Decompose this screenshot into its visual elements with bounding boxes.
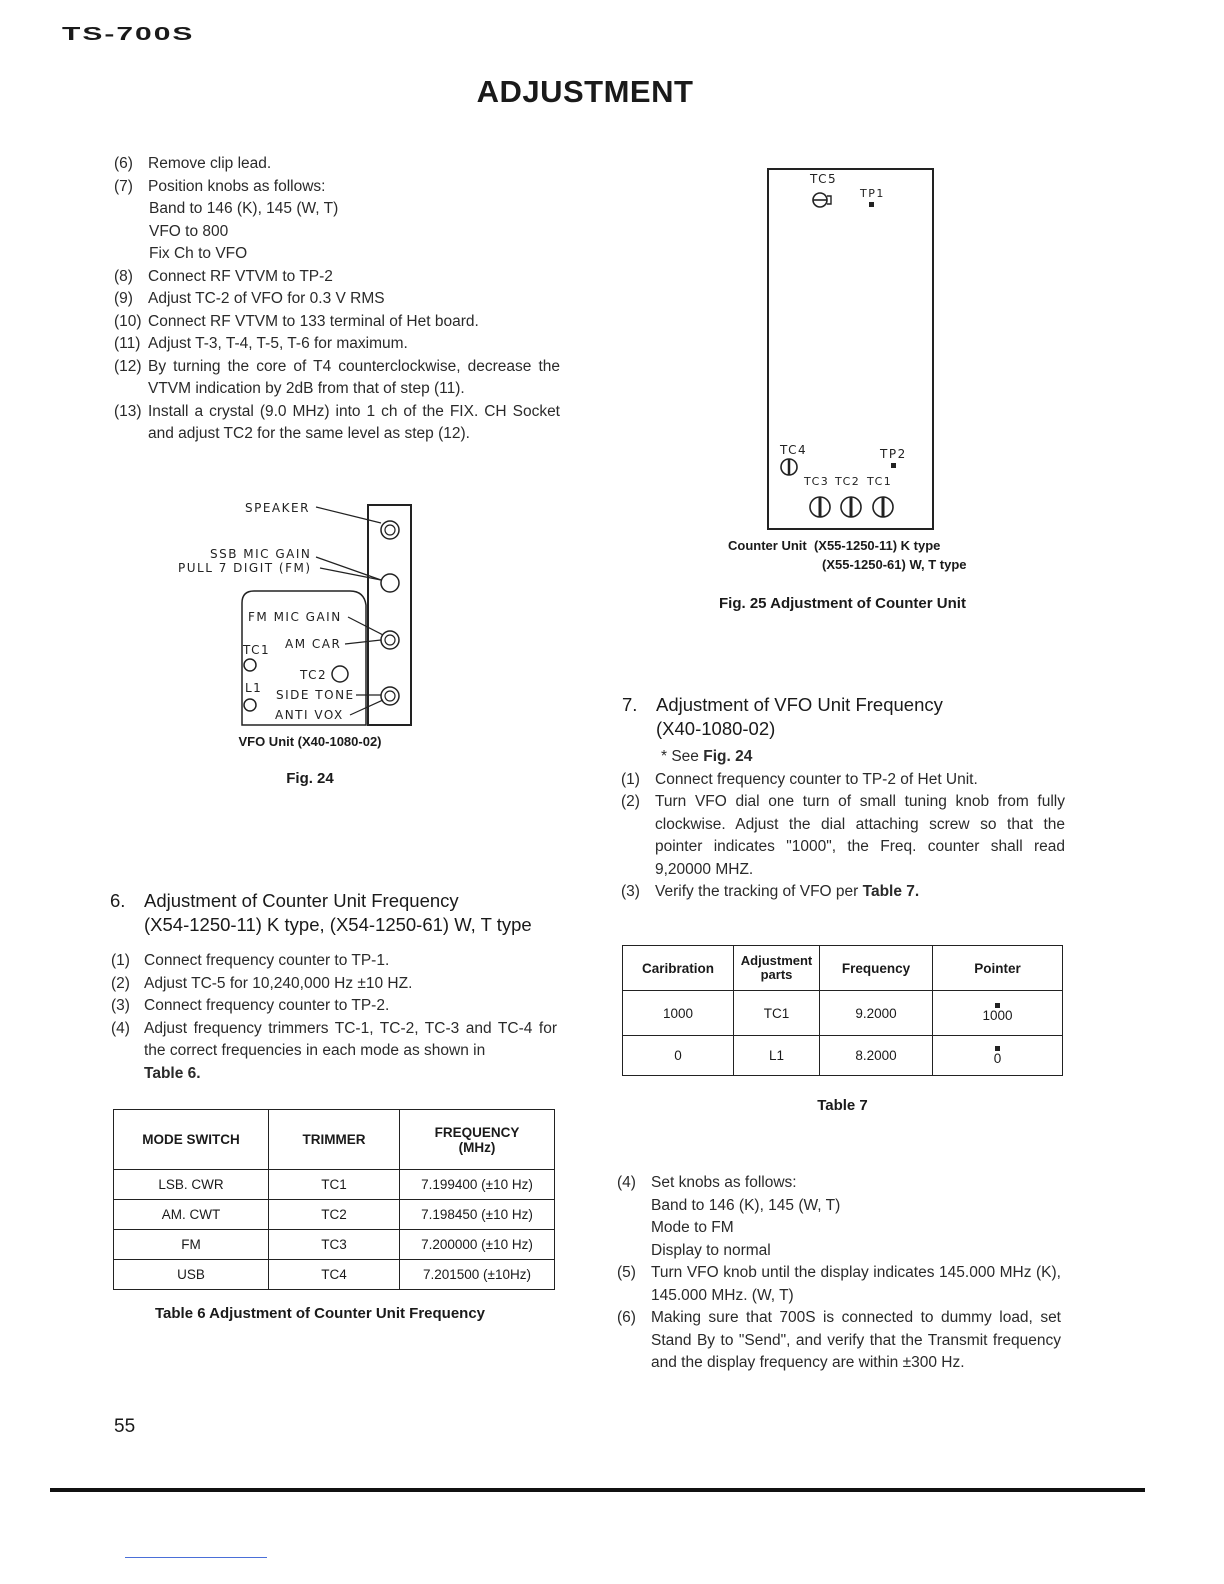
- left-steps: [114, 153, 560, 446]
- tc1-trimmer-icon: [873, 497, 893, 517]
- list-item: Table 6.: [144, 1064, 201, 1082]
- table-row: FM TC3 7.200000 (±10 Hz): [114, 1230, 555, 1260]
- footer-hairline: [125, 1557, 267, 1558]
- see-note: * See Fig. 24: [661, 748, 753, 765]
- tc5-trimmer-icon: [813, 193, 831, 207]
- tc2-trimmer-icon: [332, 666, 348, 682]
- tc4-trimmer-icon: [781, 459, 797, 475]
- list-item: (12) By turning the core of T4 counterclockwise, decrease the VTVM indication by 2dB from that of step (11).: [114, 357, 560, 397]
- tc5-label: TC5: [810, 172, 838, 186]
- list-item: (4) Adjust frequency trimmers TC-1, TC-2, TC-3 and TC-4 for the correct frequencies in each mode as shown in: [111, 1019, 557, 1059]
- list-item: (11) Adjust T-3, T-4, T-5, T-6 for maximum.: [114, 335, 408, 352]
- page-number: 55: [114, 1416, 136, 1437]
- am-car-knob-icon: [381, 631, 399, 649]
- fig24-unit-caption: VFO Unit (X40-1080-02): [238, 734, 382, 749]
- table7-header-calibration: Caribration: [623, 946, 734, 991]
- vfo-panel: [368, 505, 411, 725]
- section7b-steps: [617, 1172, 1061, 1375]
- list-item: (3) Connect frequency counter to TP-2.: [111, 997, 390, 1014]
- tc1-label: TC1: [243, 643, 271, 657]
- ssb-mic-gain-label: SSB MIC GAIN: [210, 547, 312, 561]
- list-item: (3) Verify the tracking of VFO per Table 7.: [621, 883, 920, 900]
- list-item: (8) Connect RF VTVM to TP-2: [114, 267, 333, 285]
- list-item: (7) Position knobs as follows:: [114, 177, 326, 195]
- table6: [113, 1109, 555, 1290]
- list-item: Mode to FM: [651, 1219, 734, 1236]
- tc2-label: TC2: [300, 668, 328, 682]
- tp1-point-icon: [869, 202, 874, 207]
- counter-unit-diagram: [760, 165, 945, 535]
- table6-header-frequency: FREQUENCY (MHz): [400, 1110, 555, 1170]
- tc3-label: TC3: [804, 475, 830, 488]
- section7-title: 7. Adjustment of VFO Unit Frequency (X40-1080-02): [622, 694, 943, 739]
- list-item: (9) Adjust TC-2 of VFO for 0.3 V RMS: [114, 290, 385, 307]
- tc4-label: TC4: [780, 443, 808, 457]
- tc1-trimmer-icon: [244, 659, 256, 671]
- speaker-label: SPEAKER: [245, 501, 310, 515]
- table6-caption: Table 6 Adjustment of Counter Unit Frequency: [155, 1305, 486, 1322]
- page-title: ADJUSTMENT: [476, 74, 694, 109]
- list-item: (10) Connect RF VTVM to 133 terminal of Het board.: [114, 312, 479, 330]
- list-item: (2) Turn VFO dial one turn of small tuning knob from fully clockwise. Adjust the dial attaching screw so that the pointer indicates "1000", the Freq. counter shall read 9,20000 MHZ.: [621, 793, 1065, 878]
- tc2-label: TC2: [835, 475, 861, 488]
- anti-vox-label: ANTI VOX: [275, 708, 344, 722]
- list-item: (4) Set knobs as follows:: [617, 1174, 797, 1191]
- tc2-trimmer-icon: [841, 497, 861, 517]
- table-row: AM. CWT TC2 7.198450 (±10 Hz): [114, 1200, 555, 1230]
- section7-steps: [621, 746, 1065, 904]
- fig24-caption: Fig. 24: [286, 770, 334, 787]
- list-item: (6) Making sure that 700S is connected to dummy load, set Stand By to "Send", and verify that the Transmit frequency and the display frequency are within ±300 Hz.: [617, 1309, 1061, 1371]
- table-row: USB TC4 7.201500 (±10Hz): [114, 1260, 555, 1290]
- list-item: Display to normal: [651, 1241, 771, 1259]
- list-item: (1) Connect frequency counter to TP-2 of Het Unit.: [621, 770, 978, 788]
- mic-gain-knob-icon: [381, 574, 399, 592]
- speaker-knob-icon: [381, 521, 399, 539]
- tc1-label: TC1: [867, 475, 893, 488]
- tc3-trimmer-icon: [810, 497, 830, 517]
- am-car-label: AM CAR: [285, 637, 342, 651]
- tp2-point-icon: [891, 463, 896, 468]
- table6-header-trimmer: TRIMMER: [269, 1110, 400, 1170]
- list-item: (1) Connect frequency counter to TP-1.: [111, 952, 390, 969]
- table7-header-adjustment: Adjustment parts: [734, 946, 820, 991]
- fig25-caption: Fig. 25 Adjustment of Counter Unit: [719, 595, 966, 612]
- table7-caption: Table 7: [817, 1097, 868, 1114]
- list-item: Fix Ch to VFO: [149, 245, 248, 262]
- l1-coil-icon: [244, 699, 256, 711]
- l1-label: L1: [245, 681, 263, 695]
- model-header: TS-700S: [62, 24, 195, 45]
- list-item: (2) Adjust TC-5 for 10,240,000 Hz ±10 HZ.: [111, 974, 413, 992]
- footer-rule: [50, 1488, 1145, 1492]
- table7: [622, 945, 1063, 1076]
- table7-header-frequency: Frequency: [820, 946, 933, 991]
- section6-steps: [111, 950, 557, 1085]
- fm-mic-gain-label: FM MIC GAIN: [248, 610, 342, 624]
- list-item: (5) Turn VFO knob until the display indicates 145.000 MHz (K), 145.000 MHz. (W, T): [617, 1264, 1061, 1304]
- table7-header-pointer: Pointer: [933, 946, 1063, 991]
- list-item: (6) Remove clip lead.: [114, 155, 272, 172]
- table6-header-mode: MODE SWITCH: [114, 1110, 269, 1170]
- section6-title: 6. Adjustment of Counter Unit Frequency (X54-1250-11) K type, (X54-1250-61) W, T type: [110, 890, 532, 935]
- table-row: 1000 TC1 9.2000 1000: [623, 991, 1063, 1036]
- tp2-label: TP2: [880, 447, 907, 461]
- tp1-label: TP1: [860, 187, 885, 200]
- side-tone-label: SIDE TONE: [276, 688, 355, 702]
- pull-7-digit-label: PULL 7 DIGIT (FM): [178, 561, 312, 575]
- list-item: VFO to 800: [149, 222, 229, 240]
- vfo-unit-diagram: [160, 495, 430, 735]
- table-row: 0 L1 8.2000 0: [623, 1036, 1063, 1076]
- table-row: LSB. CWR TC1 7.199400 (±10 Hz): [114, 1170, 555, 1200]
- side-tone-knob-icon: [381, 687, 399, 705]
- list-item: (13) Install a crystal (9.0 MHz) into 1 ch of the FIX. CH Socket and adjust TC2 for the same level as step (12).: [114, 402, 560, 442]
- fig25-unit-caption: Counter Unit (X55-1250-11) K type (X55-1250-61) W, T type: [728, 538, 967, 572]
- list-item: Band to 146 (K), 145 (W, T): [651, 1196, 841, 1214]
- list-item: Band to 146 (K), 145 (W, T): [149, 200, 339, 217]
